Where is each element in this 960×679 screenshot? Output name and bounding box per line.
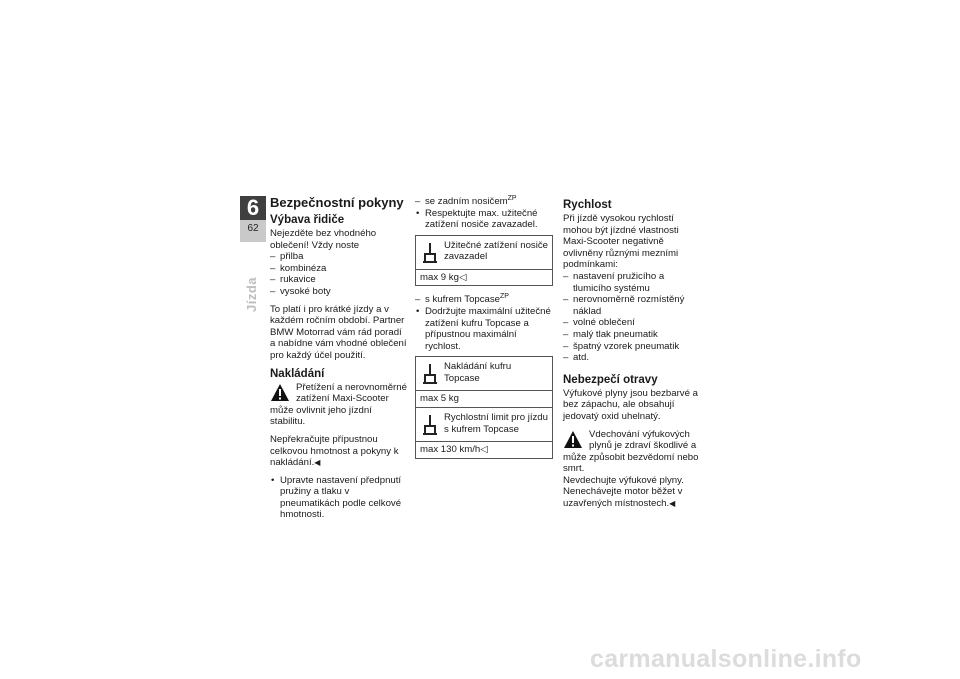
spec-box-header (416, 357, 552, 391)
rider-equipment-intro: Nejezděte bez vhodného oblečení! Vždy noste (270, 228, 377, 251)
spec-box-topcase-load (415, 356, 553, 458)
list-item: – kombinéza (270, 263, 408, 275)
spec-box-label: Užitečné zatížení nosiče zavazadel (444, 239, 548, 263)
spec-box-label: Nakládání kufru Topcase (444, 361, 512, 384)
section-heading-loading: Nakládání (270, 367, 325, 380)
spec-box-header (416, 236, 552, 270)
spec-box-label: Rychlostní limit pro jízdu s kufrem Topcase (444, 411, 548, 435)
page-title: Bezpečnostní pokyny (270, 195, 404, 210)
optional-accessory-mark: ZP (507, 194, 517, 202)
list-item: – nerovnoměrně rozmístěný náklad (563, 294, 701, 317)
poisoning-warning-text: Vdechování výfukových plynů je zdraví škodlivé a může způsobit bezvědomí nebo smrt. (563, 428, 699, 475)
list-item: • Upravte nastavení předpnutí pružiny a tlaku v pneumatikách podle celkové hmotnosti. (270, 475, 408, 521)
end-mark: ◀ (314, 458, 321, 468)
poisoning-paragraph-2-text: Nevdechujte výfukové plyny. Nenechávejte motor běžet v uzavřených místnostech. (563, 474, 684, 510)
rider-equipment-paragraph: To platí i pro krátké jízdy a v každém ročním období. Partner BMW Motorrad vám rád poradí a nabídne vám vhodné oblečení pro každý účel použití. (270, 303, 407, 361)
loading-bullets (270, 475, 408, 521)
loading-paragraph (270, 434, 408, 469)
spec-weight-icon (422, 242, 438, 264)
spec-box-header (416, 407, 552, 442)
list-item: – přilba (270, 251, 408, 263)
list-item: – volné oblečení (563, 317, 701, 329)
loading-paragraph-text: Nepřekračujte přípustnou celkovou hmotnost a pokyny k nakládání. (270, 433, 399, 469)
speed-paragraph: Při jízdě vysokou rychlostí mohou být jízdné vlastnosti Maxi-Scooter negativně ovlivněny různými mezními podmínkami: (563, 213, 679, 271)
loading-warning-text: Přetížení a nerovnoměrné zatížení Maxi-Scooter může ovlivnit jeho jízdní stabilitu. (270, 381, 407, 428)
end-mark: ◀ (669, 499, 676, 509)
speed-conditions-list (563, 271, 701, 364)
spec-box-luggage-carrier (415, 235, 553, 287)
spec-weight-icon (422, 363, 438, 385)
column-2 (415, 196, 553, 467)
optional-accessory-mark: ZP (500, 293, 509, 301)
warning-triangle-icon (563, 430, 583, 450)
column-1 (270, 196, 408, 527)
spec-box-value-row (416, 442, 552, 458)
topcase-label: s kufrem Topcase (425, 294, 501, 306)
rear-carrier-list (415, 196, 553, 231)
side-chapter-label: Jízda (244, 276, 259, 312)
spec-weight-icon (422, 414, 438, 436)
rider-equipment-list (270, 251, 408, 297)
chapter-number: 6 (240, 196, 266, 220)
list-item (415, 196, 553, 208)
spec-box-value: max 5 kg (420, 393, 459, 405)
page-number: 62 (247, 223, 259, 234)
watermark: carmanualsonline.info (590, 645, 862, 673)
list-item: – atd. (563, 352, 701, 364)
list-item: – špatný vzorek pneumatik (563, 341, 701, 353)
loading-warning (270, 382, 408, 428)
column-3 (563, 196, 701, 516)
topcase-list (415, 294, 553, 352)
section-heading-poisoning: Nebezpečí otravy (563, 373, 658, 386)
list-item: – nastavení pružicího a tlumicího systému (563, 271, 701, 294)
poisoning-warning (563, 429, 701, 475)
warning-triangle-icon (270, 383, 290, 403)
list-item: – vysoké boty (270, 286, 408, 298)
poisoning-paragraph-2 (563, 475, 701, 510)
rear-carrier-label: se zadním nosičem (425, 196, 508, 207)
spec-box-value-row (416, 270, 552, 286)
list-item: – malý tlak pneumatik (563, 329, 701, 341)
list-item: • Dodržujte maximální užitečné zatížení kufru Topcase a přípustnou maximální rychlost. (415, 306, 553, 352)
spec-box-value-row (416, 391, 552, 407)
spec-box-value: max 9 kg (420, 271, 459, 283)
list-item (415, 294, 553, 306)
poisoning-paragraph: Výfukové plyny jsou bezbarvé a bez zápachu, ale obsahují jedovatý oxid uhelnatý. (563, 387, 698, 422)
chapter-tab (240, 196, 266, 242)
spec-box-value: max 130 km/h (420, 443, 481, 455)
list-item: – rukavice (270, 274, 408, 286)
section-heading-rider-equipment: Výbava řidiče (270, 214, 345, 226)
box-end-mark: ◁ (480, 443, 488, 455)
box-end-mark: ◁ (458, 271, 467, 283)
section-heading-speed: Rychlost (563, 199, 612, 211)
list-item: • Respektujte max. užitečné zatížení nosiče zavazadel. (415, 208, 553, 231)
